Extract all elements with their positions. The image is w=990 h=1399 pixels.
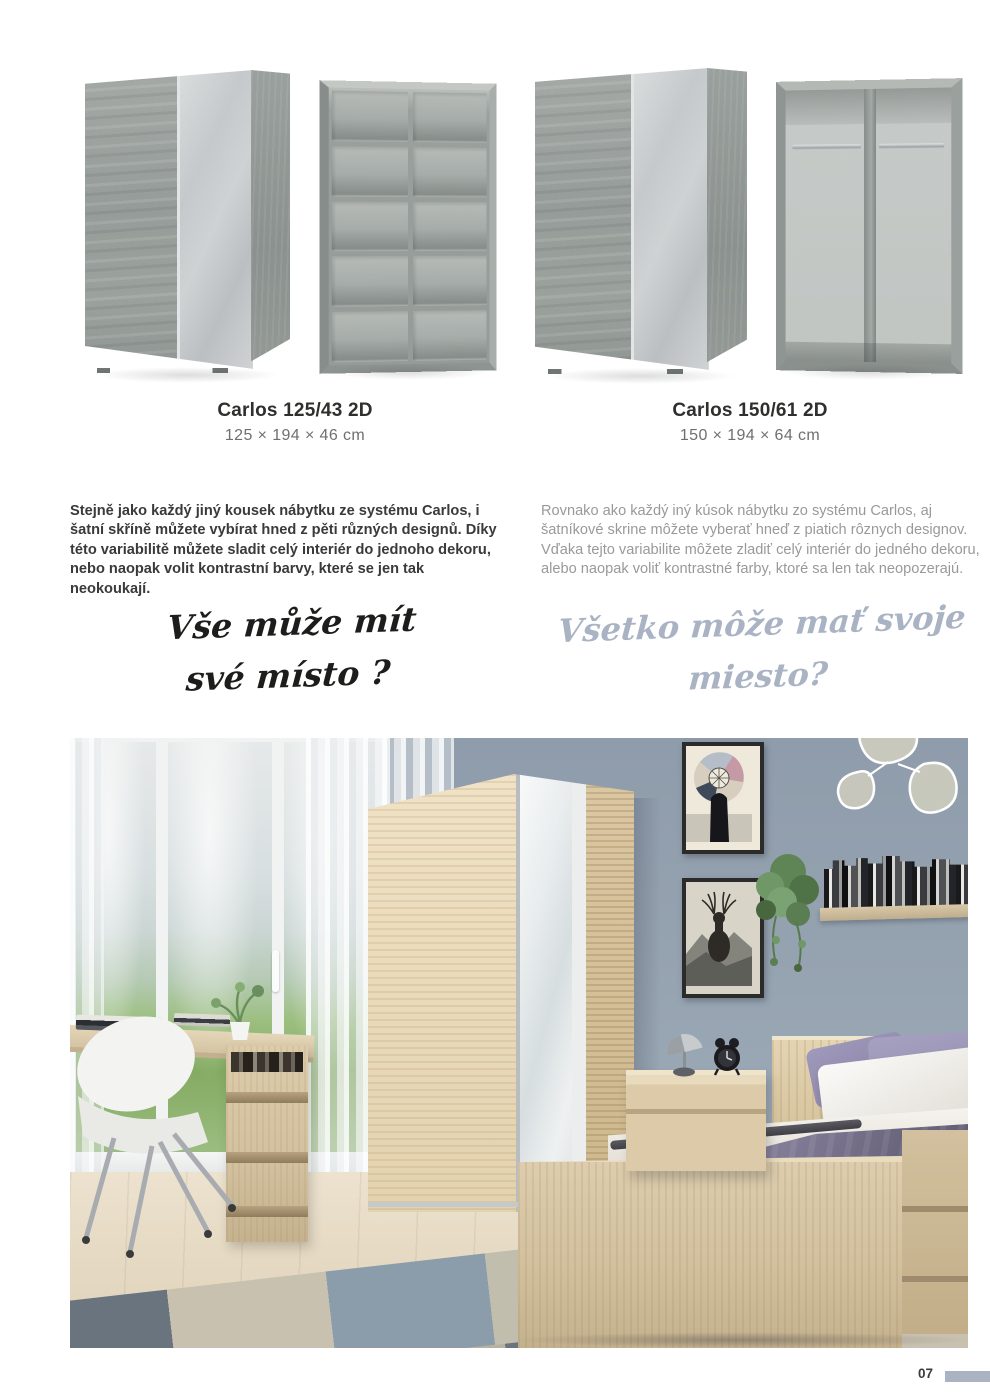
tagline-line: Všetko môže mať svoje bbox=[556, 597, 967, 651]
hanging-rail bbox=[792, 144, 861, 150]
hanging-plant bbox=[732, 844, 836, 978]
page-number: 07 bbox=[917, 1366, 933, 1381]
product-dimensions: 125 × 194 × 46 cm bbox=[224, 427, 366, 444]
product-shadow bbox=[783, 364, 952, 380]
alarm-clock bbox=[710, 1036, 744, 1076]
shelf-compartment bbox=[332, 311, 408, 362]
books-on-shelf bbox=[824, 856, 968, 910]
shelf-compartment bbox=[412, 202, 486, 252]
product-name: Carlos 150/61 2D bbox=[672, 400, 828, 421]
product-image-open-wardrobe-rails bbox=[774, 80, 962, 372]
description-czech: Stejně jako každý jiný kousek nábytku ze systému Carlos, i šatní skříně můžete vybírat hned z pěti různých designů. Díky této variabilitě můžete sladit celý interiér do jednoho dekoru, nebo naopak volit kontrastní barvy, které se jen tak neokoukají. bbox=[70, 502, 497, 597]
bed-storage-drawer bbox=[902, 1130, 968, 1334]
open-wardrobe-frame bbox=[776, 78, 963, 374]
shelf-compartment bbox=[412, 310, 486, 361]
shelf-compartment bbox=[412, 147, 486, 197]
wardrobe-front bbox=[85, 70, 253, 375]
mirror-door bbox=[520, 774, 572, 1212]
product-label-150 bbox=[530, 400, 970, 445]
drawer-groove bbox=[902, 1206, 968, 1212]
shelf-compartment bbox=[412, 92, 486, 143]
tagline-line: Vše může mít bbox=[165, 599, 418, 648]
bedroom-photo bbox=[70, 738, 968, 1348]
tagline-czech bbox=[116, 592, 463, 708]
product-shadow bbox=[329, 364, 489, 380]
shelf-compartment bbox=[332, 256, 408, 307]
shelf-compartment bbox=[332, 201, 408, 251]
bed-shadow bbox=[510, 1332, 968, 1348]
product-image-open-shelves bbox=[320, 82, 498, 372]
poster-geometric bbox=[682, 742, 764, 854]
bed-footboard bbox=[518, 1156, 902, 1348]
hanging-rail bbox=[879, 143, 944, 149]
wardrobe-front bbox=[535, 68, 709, 376]
center-divider bbox=[864, 89, 876, 362]
wardrobe-frame bbox=[572, 774, 586, 1212]
wardrobe-side-panel bbox=[251, 70, 290, 369]
poster-geometric-art bbox=[686, 746, 752, 842]
product-label-125 bbox=[75, 400, 515, 445]
product-image-wardrobe-closed-150 bbox=[535, 68, 747, 376]
flower-wall-graphic bbox=[828, 738, 968, 828]
wardrobe-concrete-door bbox=[85, 70, 177, 375]
oak-sliding-wardrobe bbox=[368, 774, 634, 1212]
tagline-line: své místo ? bbox=[184, 652, 392, 699]
bottom-panel bbox=[786, 342, 952, 364]
wardrobe-mirror-door bbox=[631, 68, 709, 376]
desk-lamp bbox=[660, 1024, 710, 1080]
product-image-wardrobe-closed-125 bbox=[85, 70, 290, 375]
product-shadow bbox=[95, 367, 280, 383]
wall-shelf bbox=[820, 904, 968, 921]
description-slovak: Rovnako ako každý iný kúsok nábytku zo systému Carlos, aj šatníkové skrine môžete vyberať hneď z piatich rôznych designov. Vďaka tejto variabilite môžete zladiť celý interiér do jedného dekoru, alebo naopak voliť kontrastné farby, ktoré sa len tak neopozerajú. bbox=[541, 502, 980, 578]
shelf-unit-frame bbox=[320, 80, 497, 374]
product-shadow bbox=[546, 368, 737, 384]
shelf-compartment bbox=[412, 256, 486, 306]
shelf-compartment bbox=[332, 91, 408, 142]
shelf-compartment bbox=[332, 146, 408, 197]
product-name: Carlos 125/43 2D bbox=[217, 400, 373, 421]
page-accent-bar bbox=[945, 1371, 990, 1382]
oak-door bbox=[368, 774, 516, 1212]
wardrobe-side-panel bbox=[707, 68, 747, 370]
product-dimensions: 150 × 194 × 64 cm bbox=[679, 427, 821, 444]
wardrobe-concrete-door bbox=[535, 68, 631, 376]
white-chair bbox=[70, 1000, 270, 1264]
tagline-slovak bbox=[551, 591, 968, 710]
tagline-line: miesto? bbox=[687, 654, 830, 698]
nightstand-drawer-line bbox=[626, 1109, 766, 1114]
nightstand bbox=[626, 1070, 766, 1171]
wardrobe-mirror-door bbox=[177, 70, 253, 375]
drawer-groove bbox=[902, 1276, 968, 1282]
